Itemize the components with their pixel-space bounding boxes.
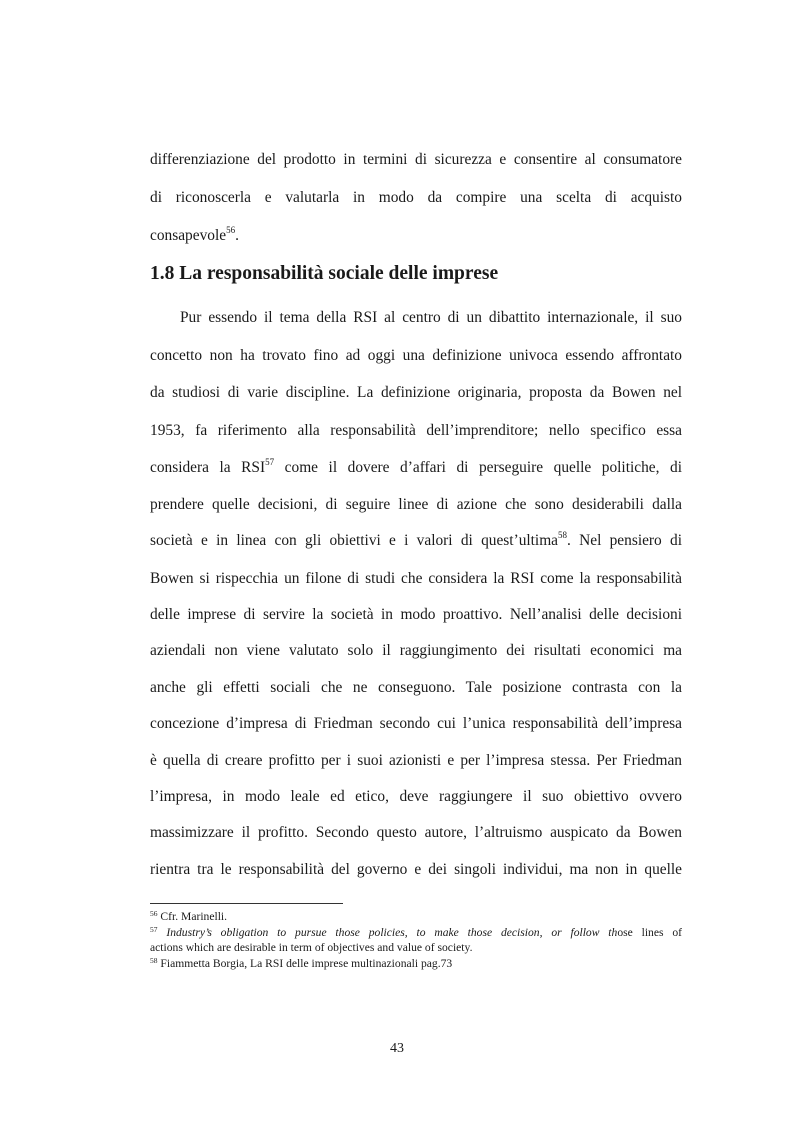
- body-line: l’impresa, in modo leale ed etico, deve raggiungere il suo obiettivo ovvero: [150, 788, 682, 805]
- footnote-ref-58[interactable]: 58: [558, 530, 568, 540]
- footnote-56: [150, 910, 682, 924]
- body-line: 1953, fa riferimento alla responsabilità dell’imprenditore; nello specifico essa: [150, 422, 682, 439]
- body-line: delle imprese di servire la società in modo proattivo. Nell’analisi delle decisioni: [150, 606, 682, 623]
- body-line: differenziazione del prodotto in termini di sicurezza e consentire al consumatore: [150, 151, 682, 168]
- body-line: concezione d’impresa di Friedman secondo cui l’unica responsabilità dell’impresa: [150, 715, 682, 732]
- footnote-ref-56[interactable]: 56: [226, 225, 236, 235]
- body-line: [150, 458, 682, 478]
- footnote-57: [150, 926, 682, 940]
- body-line: anche gli effetti sociali che ne conseguono. Tale posizione contrasta con la: [150, 679, 682, 696]
- body-text: società e in linea con gli obiettivi e i valori di quest’ultima: [150, 532, 559, 549]
- footnote-57-line2: actions which are desirable in term of objectives and value of society.: [150, 941, 473, 954]
- body-line: [150, 226, 682, 246]
- footnote-number: 56: [150, 909, 158, 918]
- body-text: consapevole: [150, 227, 227, 244]
- body-text: .: [235, 227, 239, 244]
- body-line: Bowen si rispecchia un filone di studi che considera la RSI come la responsabilità: [150, 570, 682, 587]
- body-line: Pur essendo il tema della RSI al centro di un dibattito internazionale, il suo: [180, 309, 682, 326]
- section-heading: 1.8 La responsabilità sociale delle imprese: [150, 263, 499, 284]
- footnote-number: 57: [150, 925, 158, 934]
- body-text: considera la RSI: [150, 459, 266, 476]
- footnote-ref-57[interactable]: 57: [265, 457, 275, 467]
- footnote-number: 58: [150, 956, 158, 965]
- body-line: [150, 531, 682, 551]
- body-line: prendere quelle decisioni, di seguire linee di azione che sono desiderabili dalla: [150, 496, 682, 513]
- body-line: concetto non ha trovato fino ad oggi una definizione univoca essendo affrontato: [150, 347, 682, 364]
- body-line: è quella di creare profitto per i suoi azionisti e per l’impresa stessa. Per Friedman: [150, 752, 682, 769]
- body-line: aziendali non viene valutato solo il raggiungimento dei risultati economici ma: [150, 642, 682, 659]
- footnote-quote: Industry’s obligation to pursue those policies, to make those decision, or follow th: [157, 926, 618, 939]
- page-number: 43: [390, 1041, 404, 1056]
- footnote-text: Fiammetta Borgia, La RSI delle imprese multinazionali pag.73: [157, 957, 453, 970]
- body-line: da studiosi di varie discipline. La definizione originaria, proposta da Bowen nel: [150, 384, 682, 401]
- footnote-text: ose lines of: [617, 926, 682, 939]
- footnote-separator: [150, 903, 343, 904]
- body-line: rientra tra le responsabilità del governo e dei singoli individui, ma non in quelle: [150, 861, 682, 878]
- footnote-58: [150, 957, 682, 971]
- body-text: . Nel pensiero di: [567, 532, 682, 549]
- footnote-text: Cfr. Marinelli.: [157, 910, 228, 923]
- body-text: come il dovere d’affari di perseguire quelle politiche, di: [274, 459, 682, 476]
- body-line: massimizzare il profitto. Secondo questo autore, l’altruismo auspicato da Bowen: [150, 824, 682, 841]
- body-line: di riconoscerla e valutarla in modo da compire una scelta di acquisto: [150, 189, 682, 206]
